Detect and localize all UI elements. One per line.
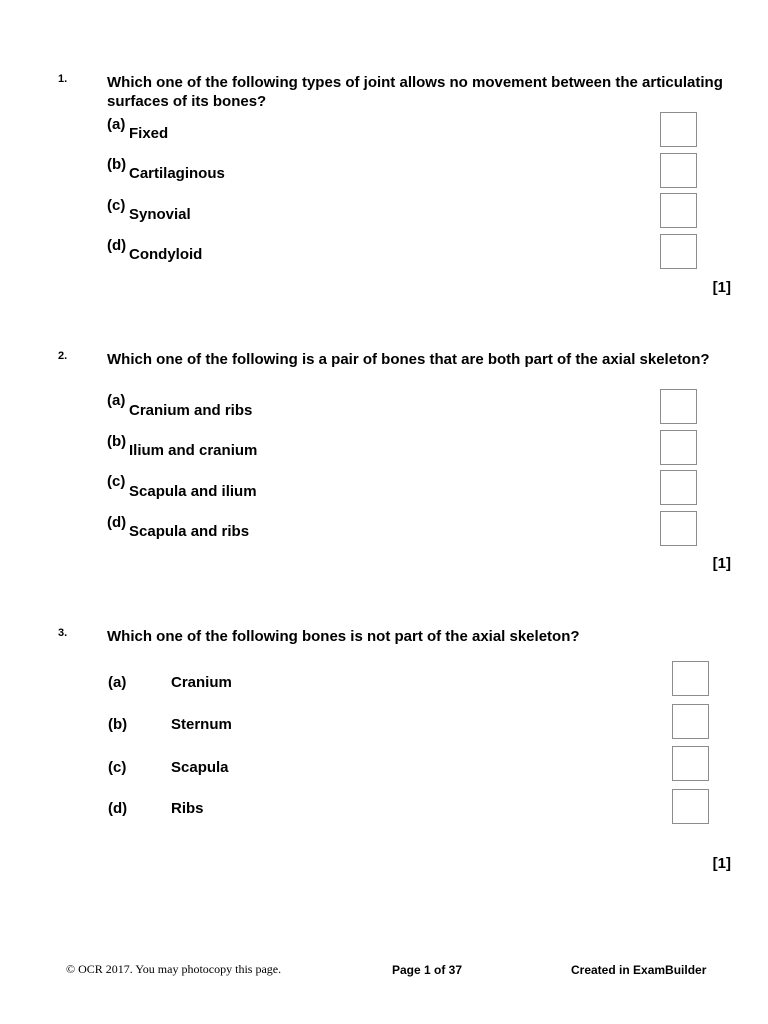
option-letter: (b) xyxy=(107,156,127,173)
answer-checkbox[interactable] xyxy=(672,661,709,696)
question-text: Which one of the following bones is not part of the axial skeleton? xyxy=(107,628,580,645)
question-number: 2. xyxy=(58,350,68,362)
question-text: Which one of the following is a pair of bones that are both part of the axial skeleton? xyxy=(107,351,710,368)
option-text: Scapula and ribs xyxy=(129,523,250,540)
option-letter: (d) xyxy=(108,800,128,817)
copyright-text: © OCR 2017. You may photocopy this page. xyxy=(66,962,282,976)
option-text: Fixed xyxy=(129,125,169,142)
answer-checkbox[interactable] xyxy=(660,389,697,424)
answer-checkbox[interactable] xyxy=(672,746,709,781)
marks-label: [1] xyxy=(712,279,731,296)
option-letter: (a) xyxy=(107,116,126,133)
answer-checkbox[interactable] xyxy=(672,789,709,824)
option-text: Cranium xyxy=(171,674,232,691)
answer-checkbox[interactable] xyxy=(660,470,697,505)
answer-checkbox[interactable] xyxy=(672,704,709,739)
option-text: Synovial xyxy=(129,206,191,223)
answer-checkbox[interactable] xyxy=(660,153,697,188)
option-text: Condyloid xyxy=(129,246,203,263)
option-text: Cartilaginous xyxy=(129,165,225,182)
option-text: Scapula xyxy=(171,759,229,776)
marks-label: [1] xyxy=(712,855,731,872)
answer-checkbox[interactable] xyxy=(660,112,697,147)
option-text: Cranium and ribs xyxy=(129,402,253,419)
option-text: Ilium and cranium xyxy=(129,442,258,459)
marks-label: [1] xyxy=(712,555,731,572)
created-in-label: Created in ExamBuilder xyxy=(571,963,707,977)
answer-checkbox[interactable] xyxy=(660,234,697,269)
question-text: Which one of the following types of joint allows no movement between the articulating surfaces of its bones? xyxy=(107,74,723,110)
option-letter: (a) xyxy=(107,392,126,409)
option-letter: (c) xyxy=(108,759,127,776)
option-letter: (d) xyxy=(107,514,127,531)
option-letter: (b) xyxy=(108,716,128,733)
answer-checkbox[interactable] xyxy=(660,511,697,546)
answer-checkbox[interactable] xyxy=(660,430,697,465)
answer-checkbox[interactable] xyxy=(660,193,697,228)
option-letter: (c) xyxy=(107,197,126,214)
option-text: Ribs xyxy=(171,800,204,817)
option-text: Sternum xyxy=(171,716,232,733)
question-number: 3. xyxy=(58,627,68,639)
option-letter: (a) xyxy=(108,674,127,691)
option-text: Scapula and ilium xyxy=(129,483,257,500)
option-letter: (d) xyxy=(107,237,127,254)
question-number: 1. xyxy=(58,73,68,85)
option-letter: (b) xyxy=(107,433,127,450)
page-number: Page 1 of 37 xyxy=(392,963,463,977)
option-letter: (c) xyxy=(107,473,126,490)
